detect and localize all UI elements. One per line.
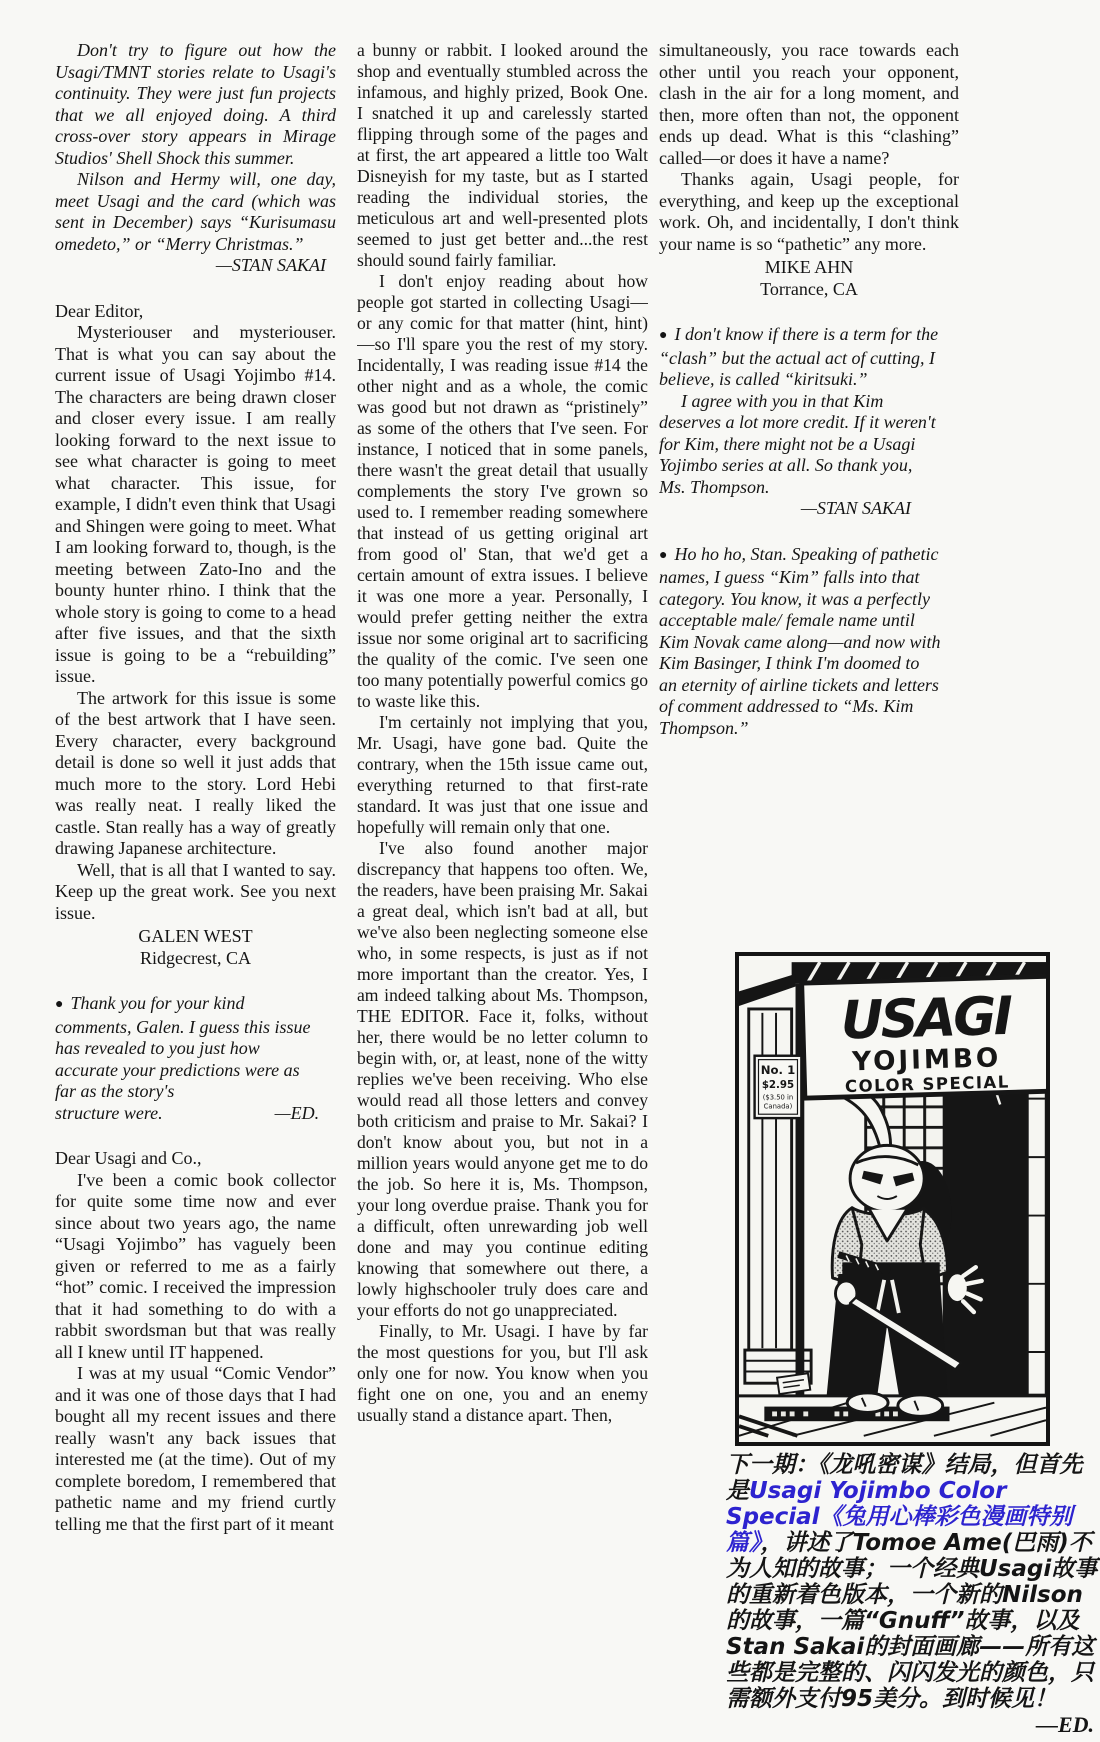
letter-paragraph: simultaneously, you race towards each other until you reach your opponent, clash in the air for a long moment, and then, more often than not, the opponent ends up dead. What is this “clashing” called—or does it have a name?	[659, 40, 959, 168]
letter-paragraph: I've also found another major discrepancy that happens too often. We, the readers, have been praising Mr. Sakai a great deal, which isn't bad at all, but we've also been neglecting someone else who, in some respects, is just as if not more important than the creator. Yes, I am indeed talking about Ms. Thompson, THE EDITOR. Face it, folks, without her, there would be no letter column to begin with, or, at least, none of the witty replies we've been receiving. Who else would read all those letters and convey both criticism and praise to Mr. Sakai? I don't know about you, but not in a million years would anyone get me to do the job. So here it is, Ms. Thompson, your long overdue praise. Thank you for a difficult, often unrewarding job well done and may you continue editing knowing that somewhere out there, a lowly highschooler truly does care and your efforts do not go unappreciated.	[357, 838, 648, 1320]
letter-paragraph: Mysteriouser and mysteriouser. That is what you can say about the current issue of Usagi Yojimbo #14. The characters are being drawn closer and closer every issue. I am really looking forward to the next issue to see what character is going to meet what character. This issue, for example, I didn't even think that Usagi and Shingen were going to meet. What I am looking forward to, though, is the meeting between Zato-Ino and the bounty hunter rhino. I think that the whole story is going to come to a head after five issues, and that the sixth issue is going to be a “rebuilding” issue.	[55, 322, 336, 686]
letter-paragraph: Well, that is all that I wanted to say. Keep up the great work. See you next issue.	[55, 859, 336, 923]
reply-paragraph: ● Ho ho ho, Stan. Speaking of pathetic names, I guess “Kim” falls into that category. You know, it was a perfectly acceptable male/ female name until Kim Novak came along—and now with Kim Basinger, I think I'm doomed to an eternity of airline tickets and letters of comment addressed to “Ms. Kim Thompson.”	[659, 543, 941, 738]
letter-paragraph: Thanks again, Usagi people, for everything, and keep up the exceptional work. Oh, and incidentally, I don't think your name is so “pathetic” any more.	[659, 169, 959, 254]
artist-sign	[777, 1373, 810, 1394]
reply-signature: —STAN SAKAI	[800, 498, 911, 518]
letters-column-3	[659, 40, 959, 945]
bullet-icon: ●	[55, 997, 64, 1012]
next-issue-caption	[726, 1452, 1100, 1738]
caption-text: ，讲述了Tomoe Ame(巴雨)不为人知的故事；一个经典Usagi故事的重新着色版本，一个新的Nilson的故事，一篇“Gnuff”故事，以及Stan Sakai的封面画廊——所有这些都是完整的、闪闪发光的颜色，只需额外支付95美分。到时候见！	[726, 1530, 1098, 1712]
reply-paragraph: Nilson and Hermy will, one day, meet Usagi and the card (which was sent in December) says “Kurisumasu omedeto,” or “Merry Christmas.”	[55, 169, 336, 254]
letter-writer-city: Ridgecrest, CA	[140, 947, 251, 968]
letters-column-2	[357, 40, 648, 1735]
reply-paragraph: I agree with you in that Kim deserves a lot more credit. If it weren't for Kim, there might not be a Usagi Yojimbo series at all. So thank you, Ms. Thompson.	[659, 390, 936, 497]
comic-cover-art	[739, 956, 1046, 1442]
reply-paragraph: Don't try to figure out how the Usagi/TMNT stories relate to Usagi's continuity. They were just fun projects that we all enjoyed doing. A third cross-over story appears in Mirage Studios' Shell Shock this summer.	[55, 40, 336, 168]
issue-number: No. 1	[760, 1063, 796, 1078]
price-canada: Canada)	[763, 1102, 793, 1111]
door-edge	[1027, 1056, 1046, 1395]
letter-paragraph: Finally, to Mr. Usagi. I have by far the most questions for you, but I'll ask only one for now. You know when you fight one on one, you and an enemy usually stand a distance apart. Then,	[357, 1321, 648, 1425]
reply-paragraph: ● I don't know if there is a term for the “clash” but the actual act of cutting, I believe, is called “kiritsuki.”	[659, 324, 939, 389]
reply-last-line: structure were.	[55, 1102, 163, 1123]
letters-column-1	[55, 40, 336, 1735]
reply-paragraph: ● Thank you for your kind comments, Galen. I guess this issue has revealed to you just how accurate your predictions were as far as the story's	[55, 993, 311, 1101]
letter-writer-name: MIKE AHN	[764, 257, 854, 277]
letter-writer-name: GALEN WEST	[138, 926, 253, 946]
caption-editor-signature: —ED.	[1035, 1712, 1094, 1737]
reply-signature: —STAN SAKAI	[215, 255, 326, 275]
letter-writer-city: Torrance, CA	[760, 278, 858, 299]
editor-reply-stan	[659, 544, 941, 740]
letter-paragraph: I was at my usual “Comic Vendor” and it was one of those days that I had bought all my recent issues and there really wasn't any back issues that interested me (at the time). Out of my complete boredom, I remembered that pathetic name and my friend curtly telling me that the first part of it meant	[55, 1363, 336, 1534]
letter-paragraph: I don't enjoy reading about how people got started in collecting Usagi—or any comic for that matter (hint, hint)—so I'll spare you the rest of my story. Incidentally, I was reading issue #14 the other night and as a whole, the comic was good but not drawn as “pristinely” as some of the others that I've seen. For instance, I noticed that in some panels, there wasn't the great detail that usually complements the story I've grown so used to. I remember reading somewhere that instead of us getting original art from good ol' Stan, that we'd get a certain amount of extra issues. I believe it was one more a year. Personally, I would prefer getting neither the extra issue nor some original art to sacrificing the quality of the comic. I've seen one too many potentially powerful comics go to waste like this.	[357, 271, 648, 711]
price-box	[755, 1056, 802, 1118]
bullet-icon: ●	[659, 547, 668, 563]
title-board	[802, 976, 1046, 1098]
letter-paragraph: a bunny or rabbit. I looked around the shop and eventually stumbled across the infamous, and highly prized, Book One. I snatched it up and carelessly started flipping through some of the pages and at first, the art appeared a little too Walt Disneyish for my taste, but as I started reading the individual stories, the meticulous art and well-presented plots seemed to just get better and...the rest should sound fairly familiar.	[357, 40, 648, 270]
editor-reply-galen	[55, 993, 319, 1124]
letter-salutation: Dear Usagi and Co.,	[55, 1148, 202, 1168]
letter-usagi-and-co	[55, 1148, 336, 1535]
usagi-yojimbo-color-special-cover	[735, 952, 1050, 1446]
letter-salutation: Dear Editor,	[55, 300, 144, 321]
letter-galen-west	[55, 301, 336, 970]
letter-paragraph: I'm certainly not implying that you, Mr. Usagi, have gone bad. Quite the contrary, when the 15th issue came out, everything returned to that first-rate standard. It was just that one issue and hopefully will remain only that one.	[357, 712, 648, 837]
cover-tagline: COLOR SPECIAL	[844, 1072, 1010, 1097]
letter-paragraph: The artwork for this issue is some of the best artwork that I have seen. Every character, every background detail is done so well it just adds that much more to the story. Lord Hebi was really neat. I really liked the castle. Stan really has a way of greatly drawing Japanese architecture.	[55, 687, 336, 858]
letter-paragraph: I've been a comic book collector for quite some time now and ever since about two years ago, the name “Usagi Yojimbo” has vaguely been given or referred to me as a fairly “hot” comic. I received the impression that it had something to do with a rabbit swordsman but that was really all I knew until IT happened.	[55, 1169, 336, 1362]
caption-highlight-title: Usagi Yojimbo Color Special《兔用心棒彩色漫画特别篇》	[726, 1478, 1073, 1556]
stan-reply-mike	[659, 324, 941, 520]
cover-title: USAGI	[839, 985, 1012, 1052]
price: $2.95	[761, 1079, 795, 1091]
cover-subtitle: YOJIMBO	[851, 1043, 1002, 1078]
reply-signature: —ED.	[274, 1102, 320, 1123]
caption-text: 下一期：《龙吼密谋》结局，但首先是	[726, 1452, 1083, 1504]
stan-intro-reply	[55, 40, 336, 277]
bullet-icon: ●	[659, 328, 668, 343]
price-canada: ($3.50 in	[762, 1093, 794, 1102]
